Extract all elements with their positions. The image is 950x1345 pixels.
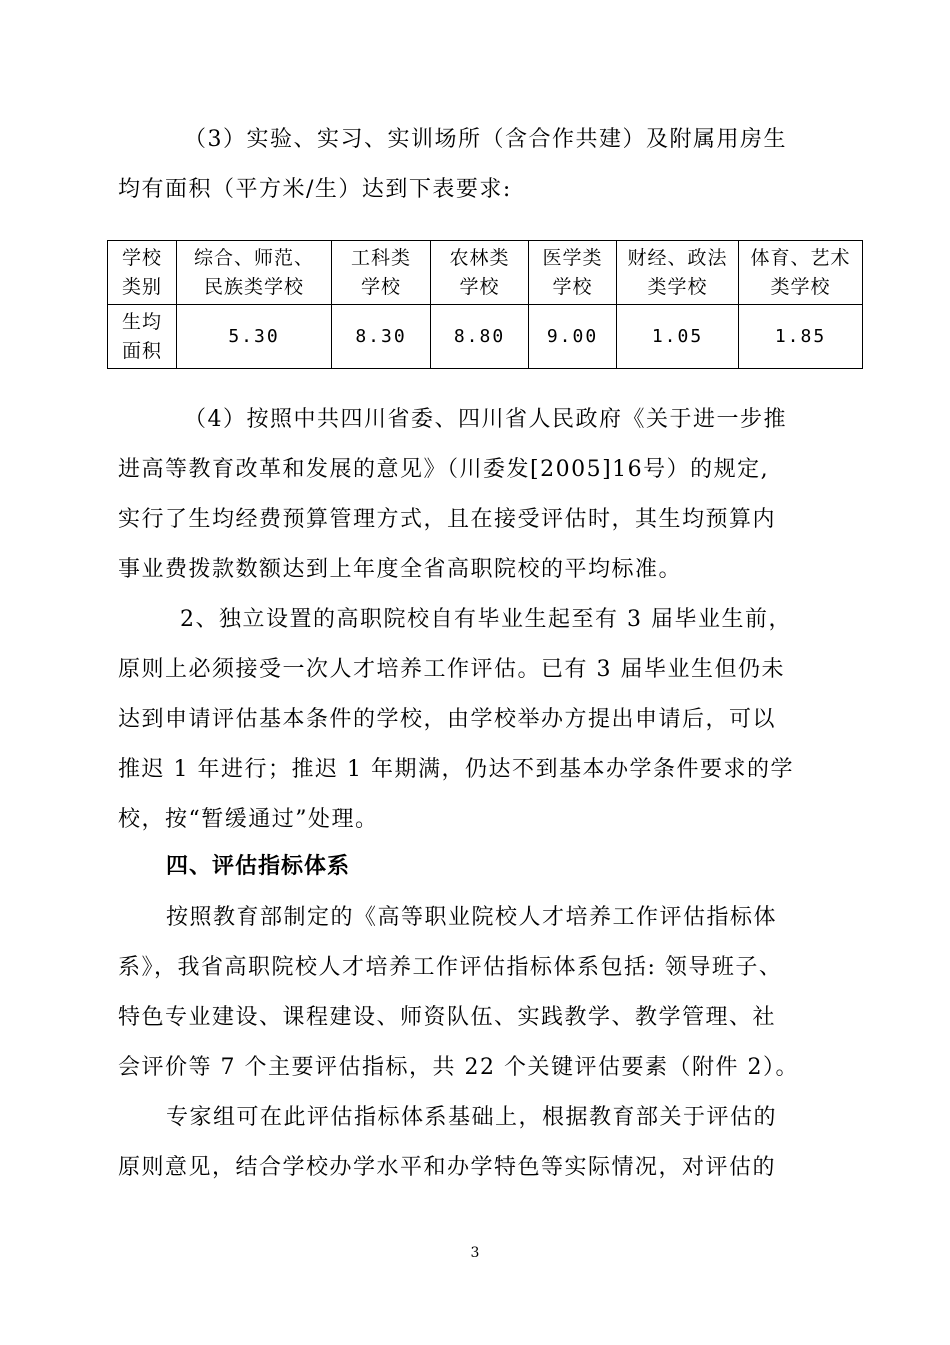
text-line: 系》，我省高职院校人才培养工作评估指标体系包括: 领导班子、 xyxy=(118,955,783,980)
page-number: 3 xyxy=(470,1245,480,1261)
text-line: 事业费拨款数额达到上年度全省高职院校的平均标准。 xyxy=(118,557,683,582)
text-line: （4）按照中共四川省委、四川省人民政府《关于进一步推 xyxy=(184,407,787,432)
text-line: 特色专业建设、课程建设、师资队伍、实践教学、教学管理、社 xyxy=(118,1005,777,1030)
section-heading: 四、评估指标体系 xyxy=(166,854,351,879)
text-line: 实行了生均经费预算管理方式，且在接受评估时，其生均预算内 xyxy=(118,507,777,532)
table-cell: 8.80 xyxy=(431,305,529,369)
text-line: 达到申请评估基本条件的学校，由学校举办方提出申请后，可以 xyxy=(118,707,777,732)
table-row xyxy=(108,305,863,369)
paragraph-expert-group xyxy=(118,1093,838,1193)
text-line: 会评价等 7 个主要评估指标，共 22 个关键评估要素（附件 2）。 xyxy=(118,1055,799,1080)
table-header-cell: 体育、艺术 类学校 xyxy=(739,241,863,305)
area-requirement-table xyxy=(107,240,863,369)
paragraph-budget xyxy=(118,395,838,595)
paragraph-evaluation-timing xyxy=(118,595,838,845)
text-line: 原则上必须接受一次人才培养工作评估。已有 3 届毕业生但仍未 xyxy=(118,657,785,682)
table-header-cell: 农林类 学校 xyxy=(431,241,529,305)
table-cell: 8.30 xyxy=(332,305,431,369)
text-line: 原则意见，结合学校办学水平和办学特色等实际情况，对评估的 xyxy=(118,1155,777,1180)
table-cell: 1.05 xyxy=(617,305,739,369)
paragraph-index-system xyxy=(118,893,838,1093)
text-line: 校，按“暂缓通过”处理。 xyxy=(118,807,379,832)
table-header-cell: 学校 类别 xyxy=(108,241,177,305)
text-line: 推迟 1 年进行；推迟 1 年期满，仍达不到基本办学条件要求的学 xyxy=(118,757,794,782)
table-header-row xyxy=(108,241,863,305)
paragraph-lab-area xyxy=(118,115,838,215)
text-line: 专家组可在此评估指标体系基础上，根据教育部关于评估的 xyxy=(166,1105,778,1130)
text-line: 均有面积（平方米/生）达到下表要求: xyxy=(118,177,512,202)
table-row-label: 生均 面积 xyxy=(108,305,177,369)
text-line: （3）实验、实习、实训场所（含合作共建）及附属用房生 xyxy=(184,127,787,152)
table-header-cell: 财经、政法 类学校 xyxy=(617,241,739,305)
table-header-cell: 综合、师范、 民族类学校 xyxy=(177,241,332,305)
text-line: 进高等教育改革和发展的意见》（川委发[2005]16号）的规定, xyxy=(118,457,770,482)
table-cell: 1.85 xyxy=(739,305,863,369)
table-cell: 5.30 xyxy=(177,305,332,369)
table-header-cell: 医学类 学校 xyxy=(529,241,617,305)
table-cell: 9.00 xyxy=(529,305,617,369)
text-line: 按照教育部制定的《高等职业院校人才培养工作评估指标体 xyxy=(166,905,778,930)
text-line: 2、独立设置的高职院校自有毕业生起至有 3 届毕业生前， xyxy=(180,607,792,632)
table-header-cell: 工科类 学校 xyxy=(332,241,431,305)
